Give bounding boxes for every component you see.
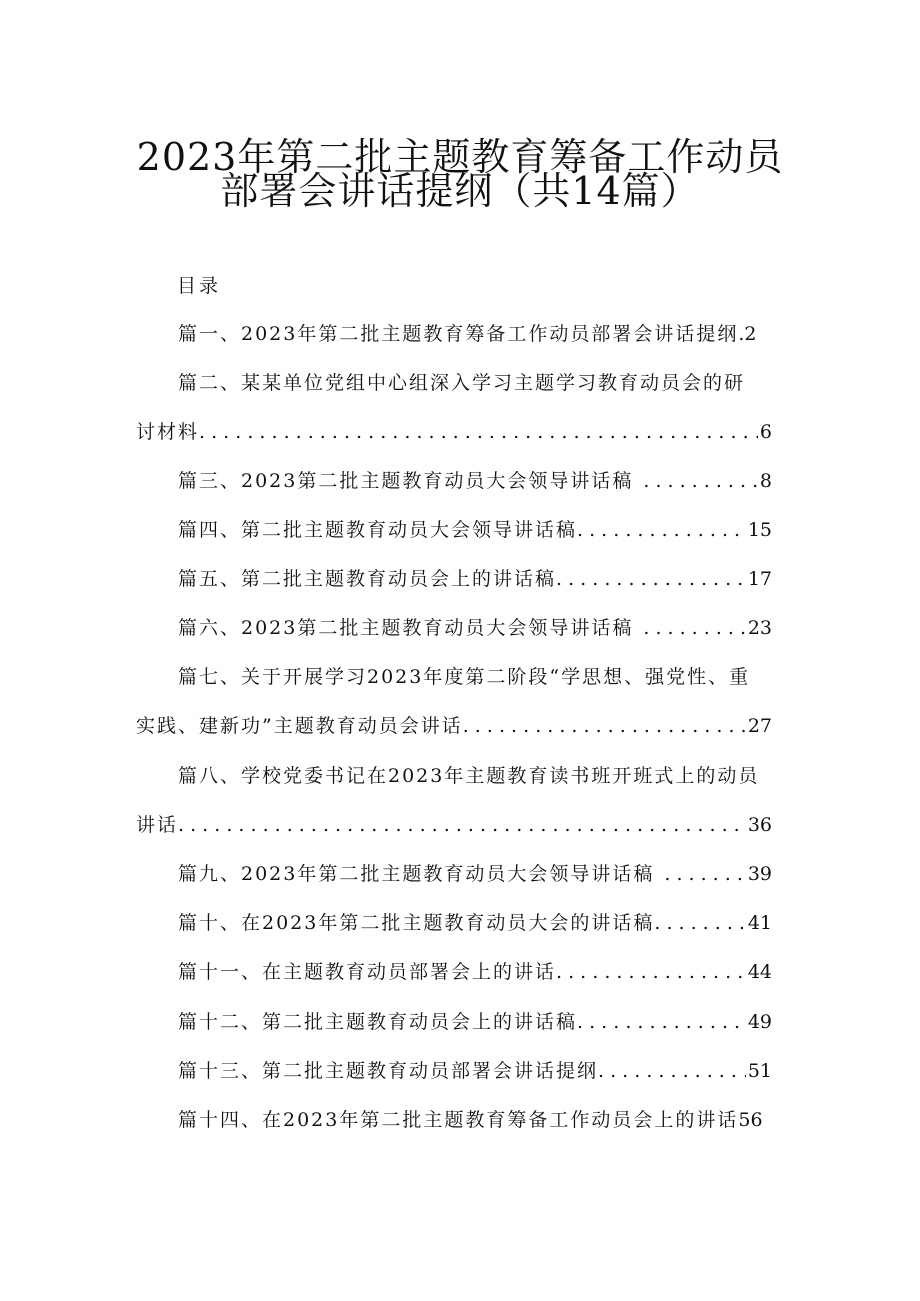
toc-entry-text: 篇四、第二批主题教育动员大会领导讲话稿 — [178, 519, 578, 541]
toc-entry-text: 篇九、2023年第二批主题教育动员大会领导讲话稿 — [178, 863, 655, 885]
toc-entry-page: 15 — [747, 519, 772, 541]
document-title-line-2: 部署会讲话提纲（共14篇） — [220, 169, 700, 213]
toc-entry-2-line-2 — [136, 418, 772, 446]
toc-entry-text: 篇一、2023年第二批主题教育筹备工作动员部署会讲话提纲 — [178, 323, 739, 345]
document-title-line-1: 2023年第二批主题教育筹备工作动员 — [136, 135, 784, 179]
toc-entry-8-line-2 — [136, 811, 772, 839]
toc-leader-dots — [664, 860, 745, 888]
toc-entry-text: 篇十一、在主题教育动员部署会上的讲话 — [178, 961, 557, 983]
toc-entry-page: 27 — [747, 715, 772, 737]
toc-entry-page: 44 — [747, 961, 772, 983]
toc-entry-text: 篇三、2023第二批主题教育动员大会领导讲话稿 — [178, 470, 634, 492]
toc-entry-2-line-1 — [178, 369, 746, 397]
toc-entry-3 — [178, 467, 772, 495]
toc-leader-dots — [598, 1057, 746, 1085]
toc-entry-8-line-1 — [178, 762, 760, 790]
toc-entry-page: .2 — [738, 323, 757, 345]
toc-entry-page: 6 — [759, 421, 772, 443]
toc-entry-4 — [178, 516, 772, 544]
toc-entry-text: 篇十三、第二批主题教育动员部署会讲话提纲 — [178, 1060, 599, 1082]
toc-leader-dots — [643, 467, 758, 495]
toc-leader-dots — [577, 516, 746, 544]
toc-entry-1 — [178, 320, 757, 348]
toc-entry-7-line-2 — [136, 712, 772, 740]
toc-leader-dots — [178, 811, 746, 839]
toc-heading: 目录 — [177, 275, 222, 297]
toc-entry-page: 39 — [747, 863, 772, 885]
toc-leader-dots — [577, 1008, 746, 1036]
toc-entry-13 — [178, 1057, 772, 1085]
toc-entry-text: 篇十四、在2023年第二批主题教育筹备工作动员会上的讲话 — [178, 1109, 739, 1131]
toc-entry-9 — [178, 860, 772, 888]
toc-entry-text: 篇五、第二批主题教育动员会上的讲话稿 — [178, 568, 557, 590]
toc-entry-text: 篇七、关于开展学习2023年度第二阶段“学思想、强党性、重 — [178, 666, 751, 688]
toc-entry-12 — [178, 1008, 772, 1036]
toc-leader-dots — [643, 614, 745, 642]
toc-entry-text: 篇六、2023第二批主题教育动员大会领导讲话稿 — [178, 617, 634, 639]
toc-entry-text: 讨材料 — [136, 421, 200, 443]
toc-leader-dots — [199, 418, 758, 446]
toc-entry-10 — [178, 909, 772, 937]
toc-leader-dots — [463, 712, 746, 740]
toc-entry-page: 56 — [738, 1109, 763, 1131]
toc-entry-text: 讲话 — [136, 814, 179, 836]
toc-entry-7-line-1 — [178, 663, 751, 691]
toc-entry-text: 篇二、某某单位党组中心组深入学习主题学习教育动员会的研 — [178, 372, 746, 394]
toc-entry-text: 篇八、学校党委书记在2023年主题教育读书班开班式上的动员 — [178, 765, 760, 787]
toc-entry-5 — [178, 565, 772, 593]
toc-leader-dots — [556, 565, 746, 593]
toc-entry-14 — [178, 1106, 763, 1134]
toc-entry-page: 36 — [747, 814, 772, 836]
toc-entry-text: 篇十、在2023年第二批主题教育动员大会的讲话稿 — [178, 912, 655, 934]
toc-entry-text: 实践、建新功”主题教育动员会讲话 — [136, 715, 463, 737]
toc-entry-page: 23 — [747, 617, 772, 639]
toc-entry-page: 8 — [759, 470, 772, 492]
toc-entry-6 — [178, 614, 772, 642]
toc-entry-text: 篇十二、第二批主题教育动员会上的讲话稿 — [178, 1011, 578, 1033]
toc-leader-dots — [556, 958, 746, 986]
toc-leader-dots — [654, 909, 745, 937]
toc-entry-page: 41 — [747, 912, 772, 934]
toc-entry-11 — [178, 958, 772, 986]
toc-entry-page: 49 — [747, 1011, 772, 1033]
toc-entry-page: 51 — [747, 1060, 772, 1082]
toc-entry-page: 17 — [747, 568, 772, 590]
